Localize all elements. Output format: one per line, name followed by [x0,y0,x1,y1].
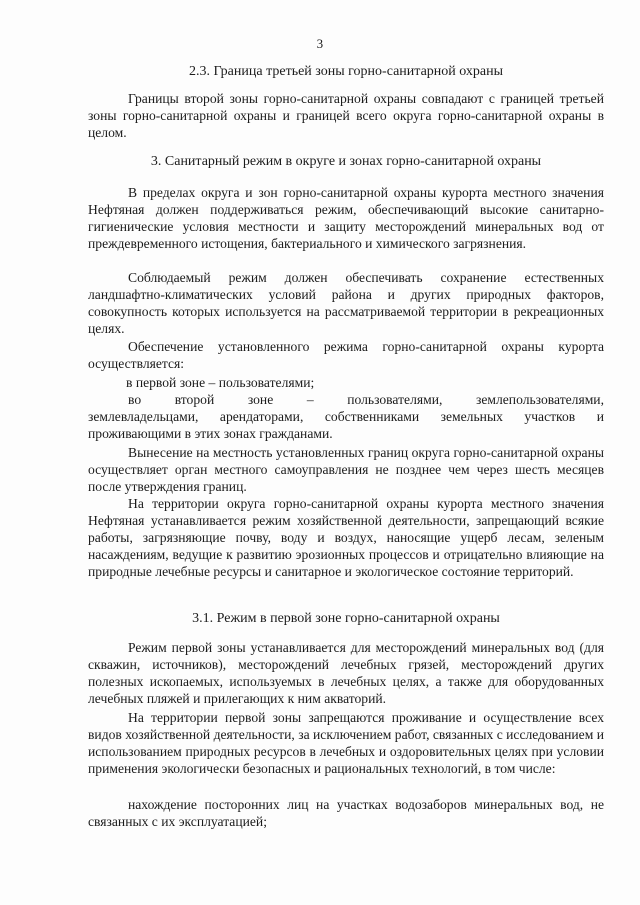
word: землепользователями, [475,392,604,407]
list-item-spread-line [88,391,604,408]
section-heading-2-3: 2.3. Граница третьей зоны горно-санитарной охраны [188,64,504,79]
paragraph-regime-preservation: Соблюдаемый режим должен обеспечивать сохранение естественных ландшафтно-климатических условий района и других природных факторов, совокупность которых используется на рассматриваемой территории в рекреационных целях. [88,270,604,336]
paragraph-first-zone-regime: Режим первой зоны устанавливается для месторождений минеральных вод (для скважин, источников), месторождений лечебных грязей, месторождений других полезных ископаемых, используемых в лечебных целях, а также для оборудованных лечебных пляжей и прилегающих к ним акваторий. [88,640,604,706]
paragraph-boundary-marking: Вынесение на местность установленных границ округа горно-санитарной охраны осуществляет орган местного самоуправления не позднее чем через шесть месяцев после утверждения границ. [88,445,604,494]
list-item-first-zone: в первой зоне – пользователями; [126,375,315,390]
paragraph-economic-activity-regime: На территории округа горно-санитарной охраны курорта местного значения Нефтяная устанавливается режим хозяйственной деятельности, запрещающий всякие работы, загрязняющие почву, воду и воздух, наносящие ущерб лесам, зеленым насаждениям, ведущие к развитию эрозионных процессов и отрицательно влияющие на природные лечебные ресурсы и санитарное и экологическое состояние территорий. [88,496,604,579]
paragraph-second-zone-boundaries: Границы второй зоны горно-санитарной охраны совпадают с границей третьей зоны горно-санитарной охраны и границей всего округа горно-санитарной охраны в целом. [88,91,604,140]
paragraph-unauthorized-persons: нахождение посторонних лиц на участках водозаборов минеральных вод, не связанных с их эксплуатацией; [88,797,604,829]
word: – [306,392,314,407]
list-item-second-third-zone [88,391,604,442]
word: пользователями, [347,392,443,407]
paragraph-first-zone-prohibitions: На территории первой зоны запрещаются проживание и осуществление всех видов хозяйственной деятельности, за исключением работ, связанных с исследованием и использованием природных ресурсов в лечебных и оздоровительных целях при условии применения экологически безопасных и рациональных технологий, в том числе: [88,710,604,776]
page-number: 3 [316,36,324,51]
word: во [128,392,142,407]
list-item-continuation: землевладельцами, арендаторами, собственниками земельных участков и проживающими в этих зонах гражданами. [88,409,604,441]
word: второй [174,392,215,407]
word: зоне [247,392,274,407]
paragraph-regime-maintenance: В пределах округа и зон горно-санитарной охраны курорта местного значения Нефтяная должен поддерживаться режим, обеспечивающий высокие санитарно-гигиенические условия местности и защиту месторождений минеральных вод от преждевременного истощения, бактериального и химического загрязнения. [88,185,604,251]
section-heading-3: 3. Санитарный режим в округе и зонах горно-санитарной охраны [150,154,542,169]
paragraph-regime-provision: Обеспечение установленного режима горно-санитарной охраны курорта осуществляется: [88,339,604,371]
section-heading-3-1: 3.1. Режим в первой зоне горно-санитарной охраны [192,611,500,626]
